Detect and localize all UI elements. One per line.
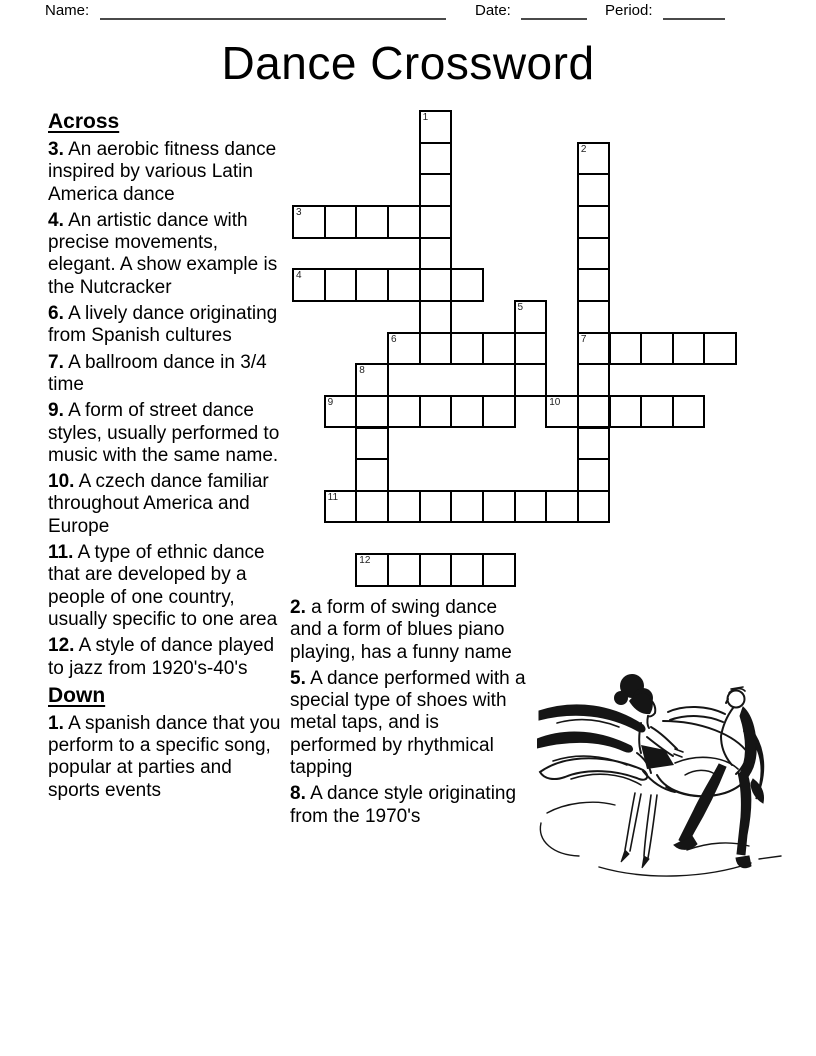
grid-cell-r10c2 [355, 427, 389, 461]
page-title: Dance Crossword [221, 37, 595, 89]
clue-4: 4. An artistic dance with precise movements, elegant. A show example is the Nutcracker [48, 209, 278, 298]
grid-cell-r9c8 [545, 395, 579, 429]
grid-cell-r7c4 [419, 332, 453, 366]
grid-cell-r9c6 [482, 395, 516, 429]
across-clues-list [48, 139, 284, 680]
grid-cell-r9c12 [672, 395, 706, 429]
dancing-couple-illustration [537, 653, 816, 898]
clue-number: 12. [48, 635, 75, 657]
grid-cell-number: 11 [327, 491, 339, 503]
grid-cell-r5c5 [450, 268, 484, 302]
grid-cell-number: 2 [580, 143, 587, 155]
grid-cell-r4c4 [419, 237, 453, 271]
grid-cell-r12c8 [545, 490, 579, 524]
grid-cell-r5c1 [324, 268, 358, 302]
grid-cell-r9c11 [640, 395, 674, 429]
grid-cell-r7c5 [450, 332, 484, 366]
clue-number: 8. [290, 783, 306, 805]
period-blank-line [663, 18, 725, 20]
clue-3: 3. An aerobic fitness dance inspired by various Latin America dance [48, 139, 277, 205]
grid-cell-r9c3 [387, 395, 421, 429]
grid-cell-r12c3 [387, 490, 421, 524]
grid-cell-number: 5 [517, 301, 524, 313]
grid-cell-r14c3 [387, 553, 421, 587]
clue-number: 5. [290, 667, 306, 689]
clue-7: 7. A ballroom dance in 3/4 time [48, 351, 267, 395]
grid-cell-r5c9 [577, 268, 611, 302]
grid-cell-number: 6 [390, 333, 397, 345]
clue-number: 4. [48, 209, 64, 231]
grid-cell-r1c4 [419, 142, 453, 176]
date-label: Date: [475, 2, 511, 19]
grid-cell-number: 3 [296, 206, 302, 218]
clue-2: 2. a form of swing dance and a form of blues piano playing, has a funny name [290, 597, 512, 663]
grid-cell-r12c9 [577, 490, 611, 524]
grid-cell-r9c1 [324, 395, 358, 429]
grid-cell-r3c9 [577, 205, 611, 239]
grid-cell-r7c12 [672, 332, 706, 366]
grid-cell-r3c0 [292, 205, 326, 239]
clue-number: 2. [290, 597, 306, 618]
period-label: Period: [605, 2, 653, 19]
grid-cell-r8c2 [355, 363, 389, 397]
grid-cell-r6c7 [514, 300, 548, 334]
grid-cell-r9c2 [355, 395, 389, 429]
down-clues-list-left [48, 713, 284, 802]
grid-cell-r7c13 [703, 332, 737, 366]
clue-9: 9. A form of street dance styles, usually performed to music with the same name. [48, 400, 280, 466]
grid-cell-r10c9 [577, 427, 611, 461]
grid-cell-r1c9 [577, 142, 611, 176]
grid-cell-r3c2 [355, 205, 389, 239]
grid-cell-r14c5 [450, 553, 484, 587]
grid-cell-r12c5 [450, 490, 484, 524]
clue-number: 3. [48, 139, 64, 160]
grid-cell-r7c10 [609, 332, 643, 366]
grid-cell-r3c1 [324, 205, 358, 239]
grid-cell-r9c10 [609, 395, 643, 429]
grid-cell-r9c4 [419, 395, 453, 429]
grid-cell-number: 8 [359, 365, 365, 377]
clue-6: 6. A lively dance originating from Spanish cultures [48, 303, 278, 347]
clues-left-column [48, 110, 284, 806]
grid-cell-r5c0 [292, 268, 326, 302]
name-blank-line [100, 18, 446, 20]
grid-cell-r7c11 [640, 332, 674, 366]
grid-cell-r11c2 [355, 458, 389, 492]
grid-cell-r14c4 [419, 553, 453, 587]
grid-cell-r12c1 [324, 490, 358, 524]
grid-cell-number: 4 [296, 270, 302, 282]
grid-cell-r5c4 [419, 268, 453, 302]
clue-12: 12. A style of dance played to jazz from 1920's-40's [48, 635, 275, 679]
grid-cell-r7c3 [387, 332, 421, 366]
clue-8: 8. A dance style originating from the 1970's [290, 783, 517, 827]
clue-number: 11. [48, 542, 74, 564]
clues-middle-column [290, 597, 530, 832]
grid-cell-r12c7 [514, 490, 548, 524]
grid-cell-r2c4 [419, 173, 453, 207]
grid-cell-r7c6 [482, 332, 516, 366]
grid-cell-r14c6 [482, 553, 516, 587]
grid-cell-r12c6 [482, 490, 516, 524]
clue-number: 1. [48, 712, 64, 734]
grid-cell-r6c4 [419, 300, 453, 334]
clue-1: 1. A spanish dance that you perform to a specific song, popular at parties and sports events [48, 712, 281, 801]
grid-cell-r12c4 [419, 490, 453, 524]
clue-number: 10. [48, 471, 75, 493]
grid-cell-number: 9 [327, 396, 334, 408]
date-blank-line [521, 18, 587, 20]
grid-cell-number: 1 [422, 112, 429, 123]
clue-11: 11. A type of ethnic dance that are developed by a people of one country, usually specific to one area [48, 542, 278, 630]
grid-cell-number: 12 [359, 555, 371, 567]
grid-cell-r11c9 [577, 458, 611, 492]
clue-number: 6. [48, 303, 64, 325]
grid-cell-r7c7 [514, 332, 548, 366]
grid-cell-r7c9 [577, 332, 611, 366]
grid-cell-r3c4 [419, 205, 453, 239]
down-heading: Down [48, 683, 106, 707]
grid-cell-r8c9 [577, 363, 611, 397]
grid-cell-r3c3 [387, 205, 421, 239]
down-clues-list-middle [290, 597, 530, 828]
grid-cell-r6c9 [577, 300, 611, 334]
grid-cell-r14c2 [355, 553, 389, 587]
clue-number: 7. [48, 351, 64, 373]
across-heading: Across [48, 110, 120, 133]
grid-cell-r0c4 [419, 110, 453, 144]
clue-number: 9. [48, 400, 64, 422]
clue-5: 5. A dance performed with a special type of shoes with metal taps, and is performed by rhythmical tapping [290, 667, 526, 779]
grid-cell-r2c9 [577, 173, 611, 207]
grid-cell-r9c9 [577, 395, 611, 429]
grid-cell-r4c9 [577, 237, 611, 271]
clue-10: 10. A czech dance familiar throughout America and Europe [48, 471, 269, 537]
name-label: Name: [45, 2, 90, 19]
grid-cell-r8c7 [514, 363, 548, 397]
grid-cell-r5c2 [355, 268, 389, 302]
grid-cell-number: 10 [549, 396, 561, 408]
grid-cell-r12c2 [355, 490, 389, 524]
grid-cell-r9c5 [450, 395, 484, 429]
grid-cell-r5c3 [387, 268, 421, 302]
grid-cell-number: 7 [580, 333, 587, 345]
